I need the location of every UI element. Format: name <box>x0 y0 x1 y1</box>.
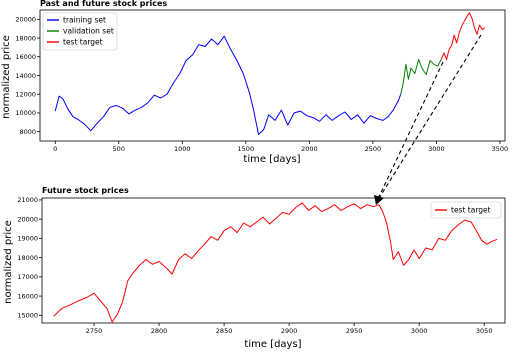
x-tick-label: 2500 <box>364 145 382 153</box>
y-tick-label: 16000 <box>17 292 38 301</box>
x-tick-label: 2900 <box>280 327 298 335</box>
x-tick-label: 3500 <box>491 145 509 153</box>
series-line-test-target <box>54 203 498 322</box>
arrow-head <box>374 195 384 205</box>
zoom-connector <box>374 35 481 205</box>
x-tick-label: 2950 <box>345 327 363 335</box>
chart-title: Future stock prices <box>42 186 129 195</box>
x-tick-label: 2800 <box>150 327 168 335</box>
y-tick-label: 10000 <box>15 109 36 118</box>
legend <box>43 13 117 50</box>
y-tick-label: 16000 <box>15 53 36 62</box>
y-tick-label: 20000 <box>17 215 38 224</box>
y-axis-label: normalized price <box>3 220 14 304</box>
x-tick-label: 1000 <box>174 145 191 153</box>
plot-area <box>54 203 498 322</box>
legend <box>431 202 501 218</box>
series-line-test-target <box>442 13 485 60</box>
plot-area <box>55 13 485 135</box>
x-tick-label: 0 <box>53 145 58 153</box>
x-tick-label: 2750 <box>85 327 103 335</box>
y-tick-label: 8000 <box>19 127 36 136</box>
x-axis-label: time [days] <box>244 339 302 350</box>
x-tick-label: 3000 <box>410 327 428 335</box>
legend-label-training: training set <box>63 15 106 25</box>
x-tick-label: 500 <box>112 145 125 153</box>
x-axis-ticks <box>86 323 493 335</box>
chart-future <box>3 186 505 350</box>
y-axis-ticks <box>15 16 40 136</box>
x-tick-label: 3050 <box>475 327 493 335</box>
y-tick-label: 19000 <box>17 234 38 243</box>
legend-label-test: test target <box>63 37 103 47</box>
y-axis-label: normalized price <box>1 35 12 119</box>
series-line-training-set <box>55 36 401 134</box>
x-tick-label: 2000 <box>301 145 318 153</box>
y-tick-label: 15000 <box>17 311 38 320</box>
x-tick-label: 3000 <box>428 145 445 153</box>
x-tick-label: 1500 <box>237 145 255 153</box>
y-axis-ticks <box>17 196 42 319</box>
y-tick-label: 20000 <box>15 15 36 24</box>
connector-line-end <box>376 35 481 203</box>
y-tick-label: 21000 <box>17 196 38 205</box>
chart-past-future <box>1 0 508 165</box>
legend-label-test: test target <box>451 205 491 215</box>
y-tick-label: 14000 <box>15 71 36 80</box>
y-tick-label: 17000 <box>17 273 38 282</box>
x-axis-ticks <box>53 141 508 153</box>
x-axis-label: time [days] <box>243 154 301 165</box>
y-tick-label: 18000 <box>15 34 36 43</box>
y-tick-label: 12000 <box>15 90 36 99</box>
x-tick-label: 2850 <box>215 327 233 335</box>
series-line-validation-set <box>401 59 442 94</box>
legend-label-validation: validation set <box>63 26 114 36</box>
connector-line-start <box>376 62 443 203</box>
chart-title: Past and future stock prices <box>40 0 168 8</box>
y-tick-label: 18000 <box>17 253 38 262</box>
